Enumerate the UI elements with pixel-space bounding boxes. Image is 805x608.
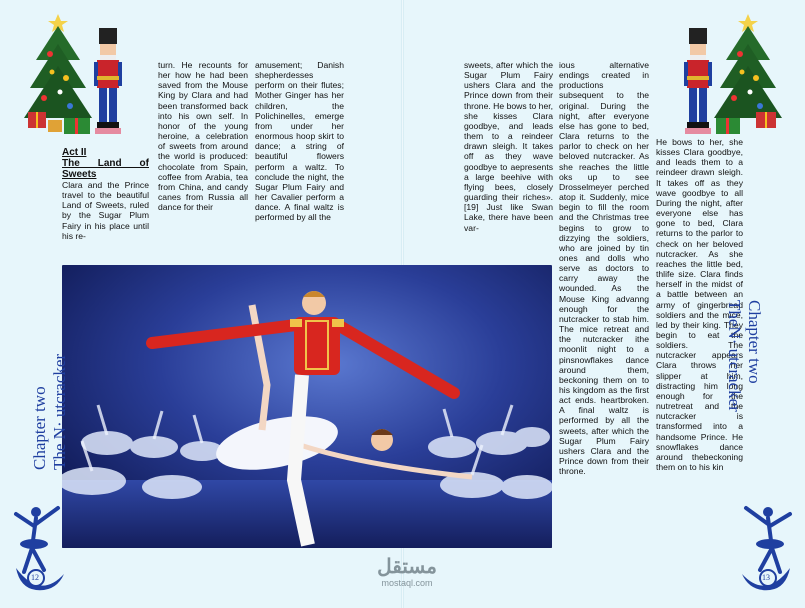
- body-text: amusement; Danish shepherdesses perform on their flutes; Mother Ginger has her children, the Polichinelles, emerge from under her enormous hoop skirt to dance; a string of beautiful flowers perform a waltz. To conclude the night, the Sugar Plum Fairy and her Cavalier perform a dance. A final waltz is performed by all the: [255, 60, 344, 223]
- ballerina-emblem-icon: [10, 500, 70, 598]
- chapter-label-right: Chapter two TheN· utcracker: [725, 300, 764, 412]
- act-heading: Act II: [62, 147, 87, 158]
- body-text: turn. He recounts for her how he had been saved from the Mouse King by Clara and had been transformed back into his own self. In honor of the young heroine, a celebration of sweets from around the world is produced: chocolate from Spain, coffee from Arabia, tea from China, and candy canes from Russia all dance for their: [158, 60, 248, 213]
- body-text: sweets, after which the Sugar Plum Fairy ushers Clara and the Prince down from their throne. He bows to her, she kisses Clara goodbye, and leads them to a reindeer drawn sleigh. It takes off as they wave goodbye to aepresents a large beehive with flying bees, closely guarding their riches».[19] Just like Swan Lake, there have been var-: [464, 60, 553, 233]
- text-column-5: [559, 60, 649, 551]
- body-text: ious alternative endings created in productions subsequent to the original. During the night, after everyone else has gone to bed, Clara returns to the parlor to check on her beloved nutcracker. As she reaches the little oks up to see Drosselmeyer perched atop it. Suddenly, mice begin to fill the room and the Christmas tree begins to grow to dizzying the soldiers, who are joined by tin ones and dolls who serve as doctors to carry away the wounded. As the Mouse King advanng enough for the nutcracker to stab him. The mice retreat and the nutcracker ithe moonlit night to a pinsnowflakes dance around them, beckoning them on to his kingdom as the first act ends. heartbroken. A final waltz is performed by all the sweets, after which the Sugar Plum Fairy ushers Clara and the Prince down from their throne.: [559, 60, 649, 477]
- section-title: The Land of Sweets: [62, 158, 149, 180]
- text-column-2: [158, 60, 248, 258]
- ballet-photo: [62, 265, 552, 548]
- text-column-1: [62, 147, 149, 259]
- christmas-tree-icon: [22, 8, 94, 136]
- text-column-3: [255, 60, 344, 258]
- nutcracker-icon: [680, 28, 716, 136]
- ballerina-emblem-icon: [736, 500, 796, 598]
- chapter-label-left: Chapter two The N· utcracker: [30, 353, 69, 470]
- text-column-4: [464, 60, 553, 258]
- page-number-left: 12: [31, 573, 39, 582]
- watermark: [352, 556, 462, 588]
- nutcracker-icon: [90, 28, 126, 136]
- christmas-tree-icon: [712, 8, 784, 136]
- body-text: He bows to her, she kisses Clara goodbye, and leads them to a reindeer drawn sleigh. It takes off as they wave goodbye to all During the night, after everyone else has gone to bed, Clara returns to the parlor to check on her beloved nutcracker. As she reaches the little bed, thlife size. Clara finds herself in the midst of a battle between an army of gingerbread soldiers and the mice, led by their king. They begin to eat the soldiers. The nutcracker appears Clara throws her slipper at him, distracting him long enough for the nutretreat and the nutcracker is transformed into a handsome Prince. He snowflakes dance around thebeckoning them on to his kin: [656, 137, 743, 472]
- watermark-url: mostaql.com: [381, 578, 433, 588]
- watermark-arabic: مستقل: [377, 556, 437, 578]
- page-number-right: 13: [762, 573, 770, 582]
- body-text: Clara and the Prince travel to the beautiful Land of Sweets, ruled by the Sugar Plum Fairy in his place until his re-: [62, 180, 149, 241]
